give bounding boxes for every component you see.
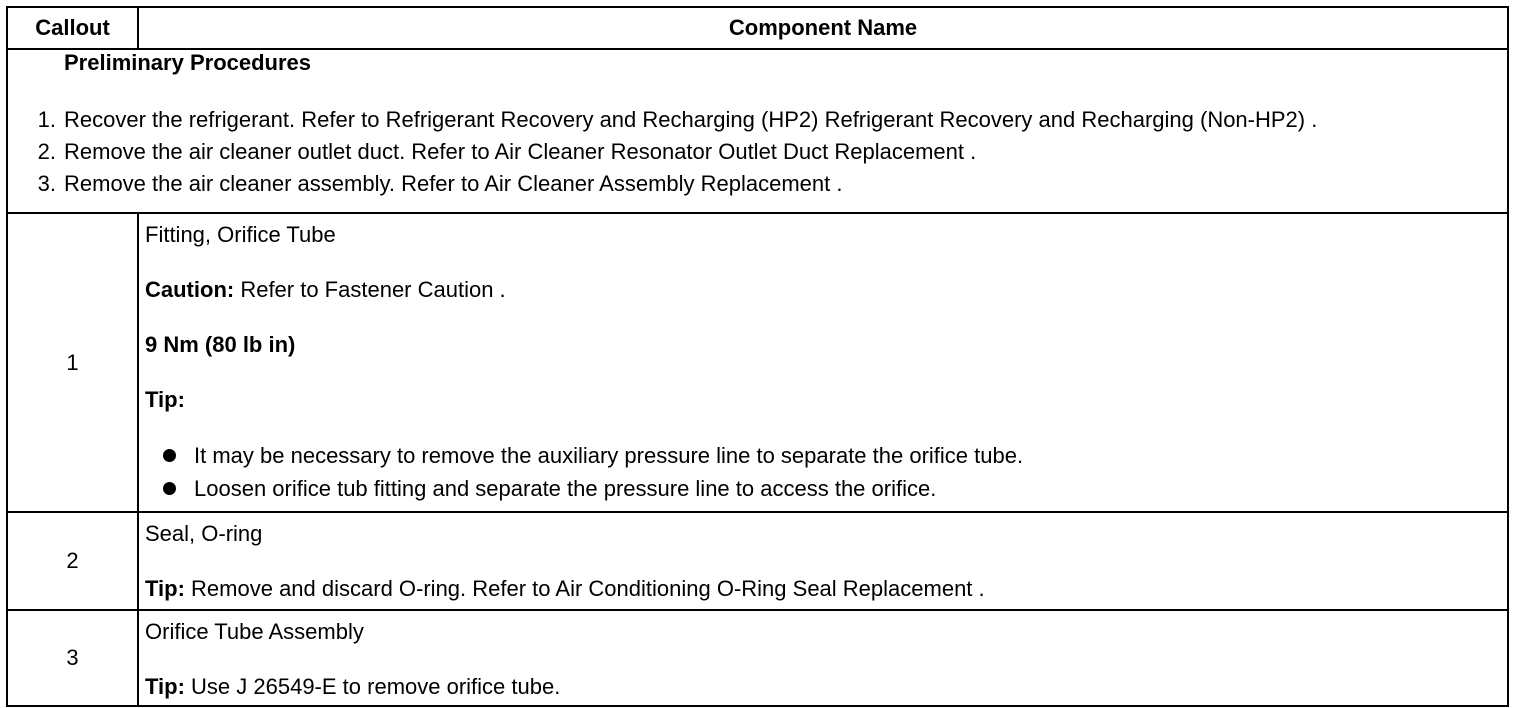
callout-number: 1 <box>7 213 138 512</box>
header-component-name: Component Name <box>138 7 1508 49</box>
bullet-text: Loosen orifice tub fitting and separate the pressure line to access the orifice. <box>194 476 937 501</box>
bullet-icon <box>163 449 176 462</box>
caution-text: Refer to Fastener Caution . <box>234 277 506 302</box>
bullet-text: It may be necessary to remove the auxiliary pressure line to separate the orifice tube. <box>194 443 1024 468</box>
header-callout: Callout <box>7 7 138 49</box>
preliminary-step <box>8 136 1507 168</box>
preliminary-row <box>7 49 1508 213</box>
step-text: Remove the air cleaner assembly. Refer to Air Cleaner Assembly Replacement . <box>64 171 843 196</box>
tip-label: Tip: <box>145 674 185 699</box>
step-number: 3. <box>37 171 56 196</box>
component-name: Orifice Tube Assembly <box>145 619 364 644</box>
tip-text: Remove and discard O-ring. Refer to Air Conditioning O-Ring Seal Replacement . <box>184 576 985 601</box>
table-row <box>7 610 1508 706</box>
callout-number: 2 <box>7 512 138 610</box>
tip-note <box>145 576 1507 602</box>
preliminary-title: Preliminary Procedures <box>64 50 312 75</box>
table-row <box>7 213 1508 512</box>
tip-note <box>145 674 1507 700</box>
step-number: 2. <box>37 139 56 164</box>
header-row <box>7 7 1508 49</box>
component-name: Seal, O-ring <box>145 521 263 546</box>
table-row <box>7 512 1508 610</box>
step-text: Recover the refrigerant. Refer to Refrigerant Recovery and Recharging (HP2) Refrigerant Recovery and Recharging (Non-HP2) . <box>64 107 1318 132</box>
preliminary-step <box>8 168 1507 200</box>
tip-text: Use J 26549-E to remove orifice tube. <box>184 674 561 699</box>
component-cell <box>138 512 1508 610</box>
tip-label: Tip: <box>145 576 185 601</box>
callout-number: 3 <box>7 610 138 706</box>
torque-spec: 9 Nm (80 lb in) <box>145 332 296 357</box>
list-item <box>145 439 1507 472</box>
preliminary-step <box>8 104 1507 136</box>
procedure-table <box>6 6 1509 707</box>
preliminary-steps <box>8 104 1507 200</box>
component-cell <box>138 213 1508 512</box>
tip-bullets <box>145 439 1507 505</box>
preliminary-procedures <box>7 49 1508 213</box>
caution-label: Caution: <box>145 277 235 302</box>
step-text: Remove the air cleaner outlet duct. Refer to Air Cleaner Resonator Outlet Duct Replacement . <box>64 139 977 164</box>
tip-label: Tip: <box>145 387 185 412</box>
caution-note <box>145 277 1507 303</box>
component-cell <box>138 610 1508 706</box>
bullet-icon <box>163 482 176 495</box>
component-name: Fitting, Orifice Tube <box>145 222 336 247</box>
step-number: 1. <box>37 107 56 132</box>
list-item <box>145 472 1507 505</box>
procedure-document <box>6 6 1507 701</box>
